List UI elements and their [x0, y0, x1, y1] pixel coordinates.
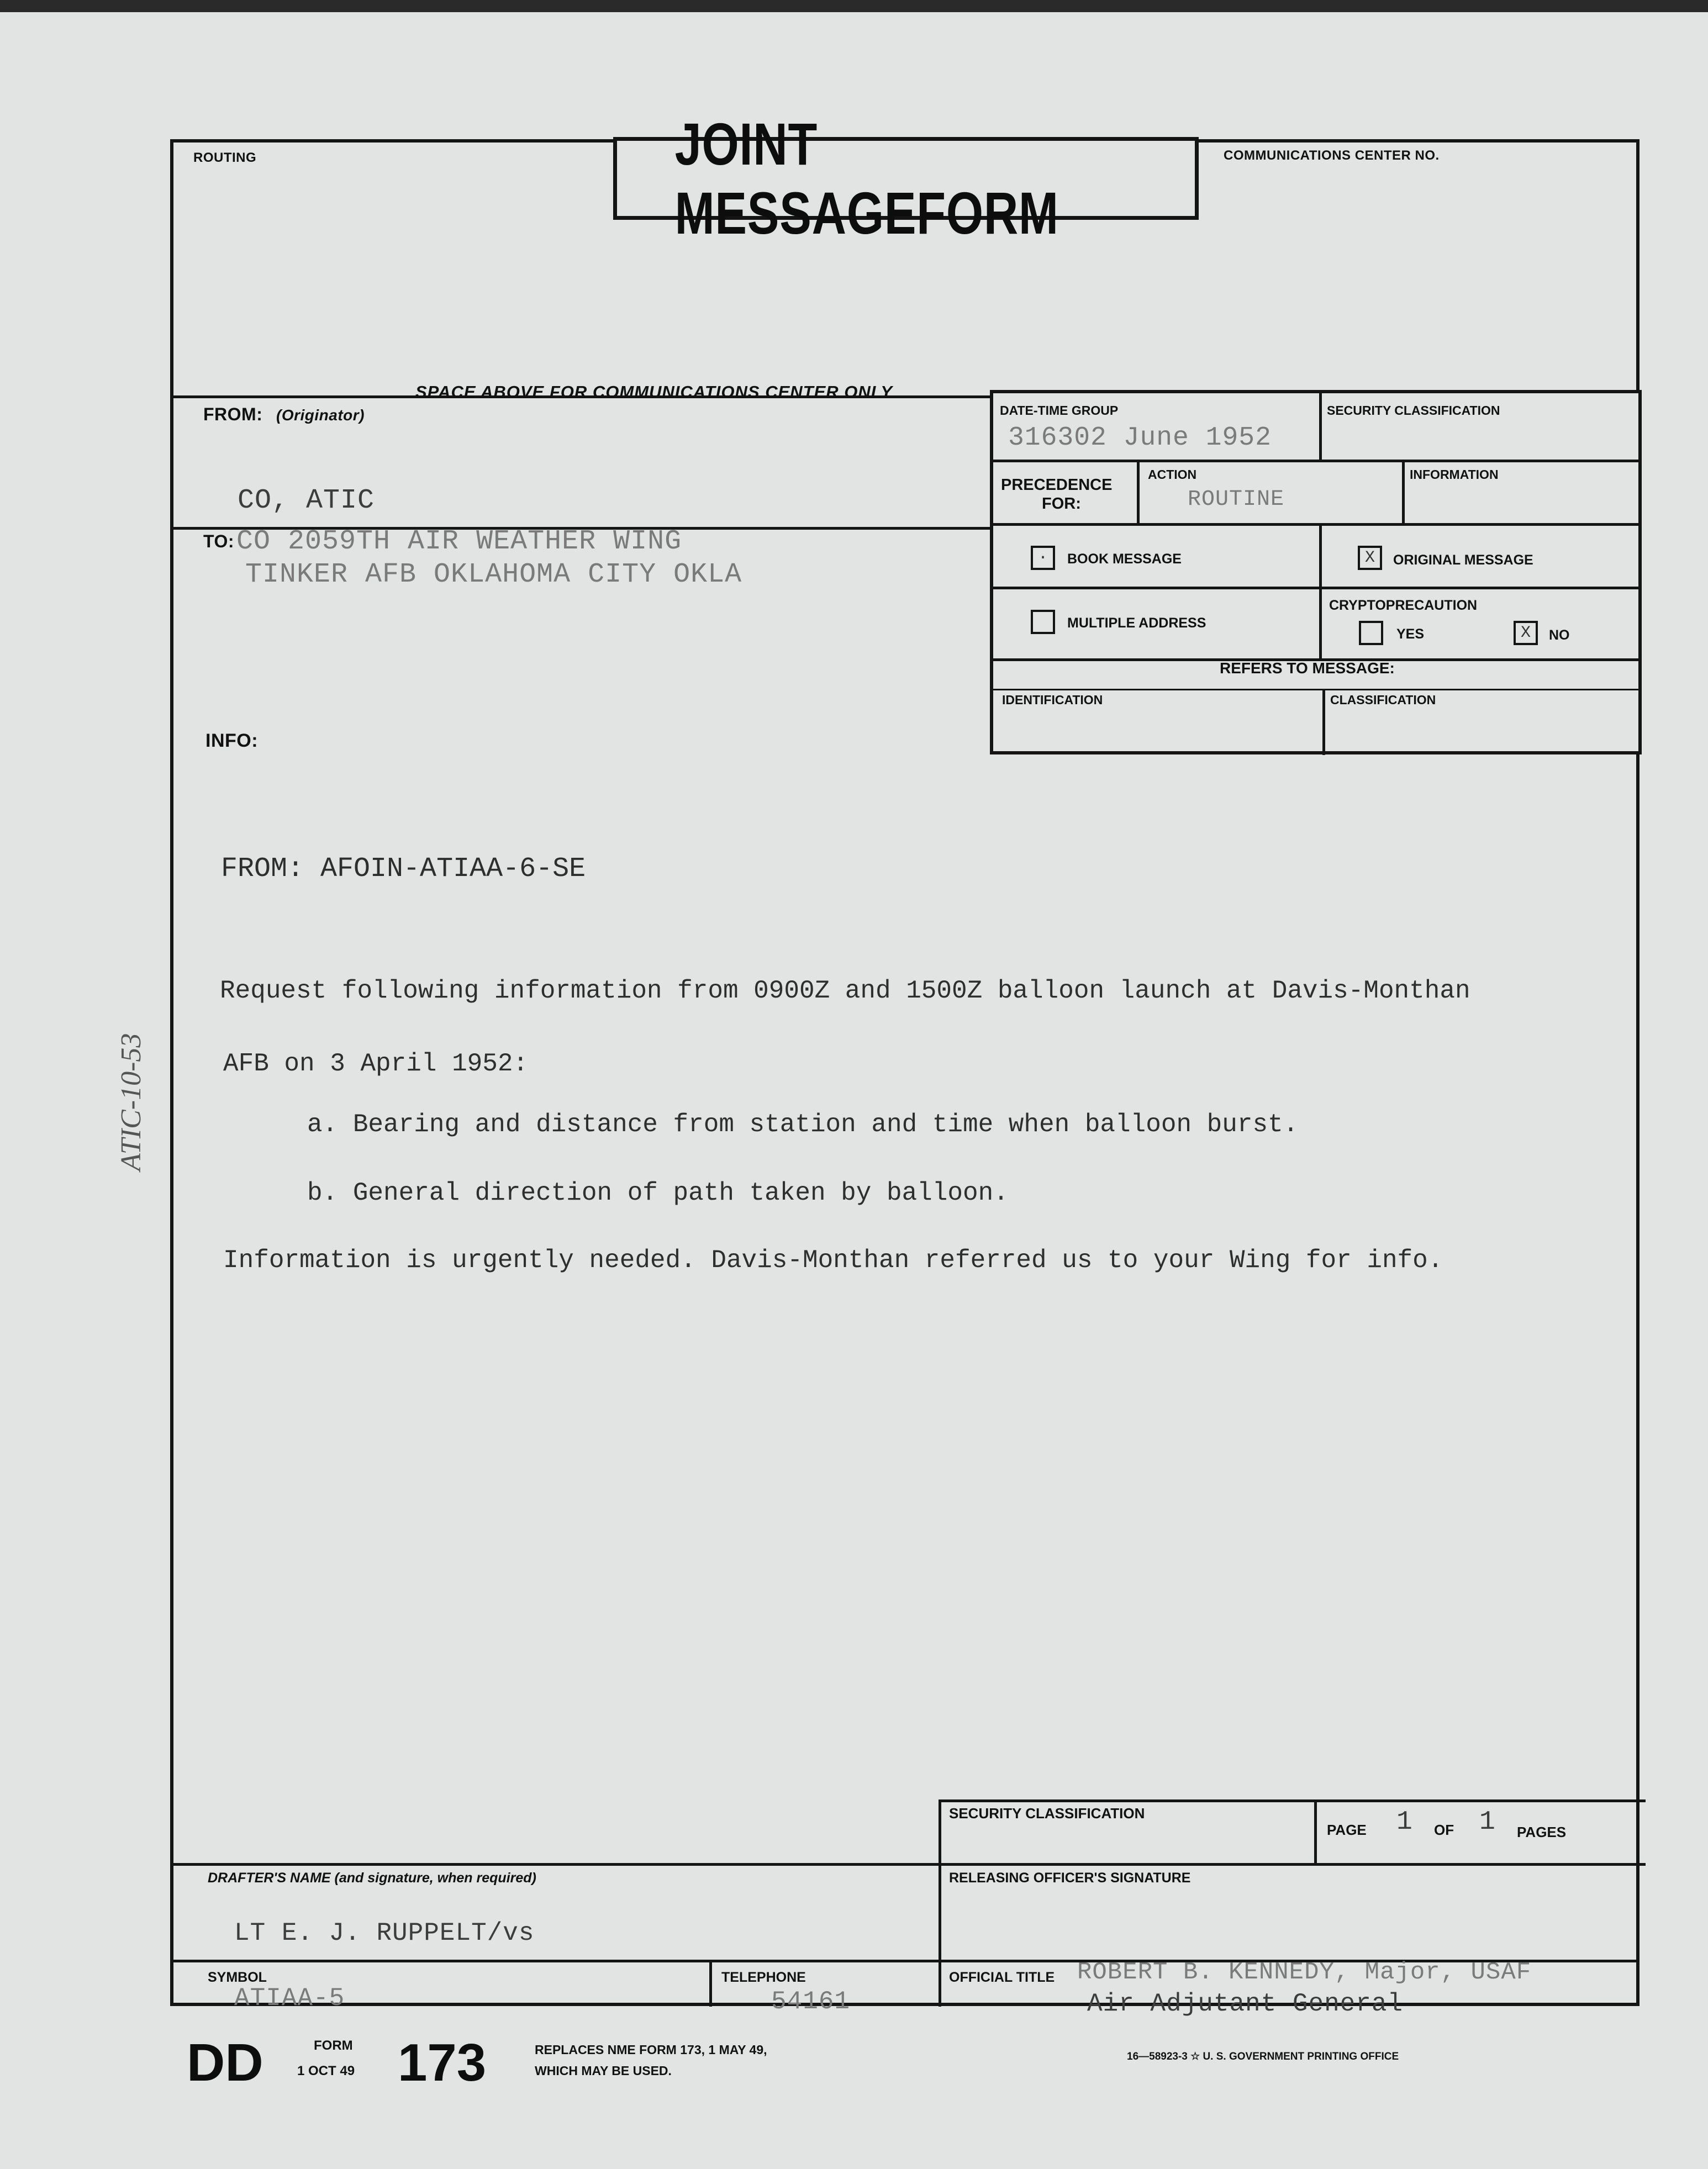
divider-bottom-vertical: [939, 1799, 941, 2007]
panel-vertical-5: [1322, 689, 1325, 755]
scan-top-edge: [0, 0, 1708, 12]
message-item-b: b. General direction of path taken by balloon.: [307, 1179, 1009, 1207]
footer-replaces-line-1: REPLACES NME FORM 173, 1 MAY 49,: [535, 2043, 767, 2057]
multiple-address-label: MULTIPLE ADDRESS: [1067, 615, 1206, 631]
form-title-box: [613, 110, 1199, 246]
footer-gpo: 16—58923-3 ☆ U. S. GOVERNMENT PRINTING OFFICE: [1127, 2051, 1399, 2062]
official-title-line-1: ROBERT B. KENNEDY, Major, USAF: [1077, 1959, 1532, 1986]
dtg-value: 316302 June 1952: [1008, 423, 1272, 453]
routing-label: ROUTING: [193, 150, 257, 165]
message-item-a: a. Bearing and distance from station and time when balloon burst.: [307, 1110, 1299, 1139]
releasing-officer-label: RELEASING OFFICER'S SIGNATURE: [949, 1870, 1191, 1886]
footer-form-date: 1 OCT 49: [297, 2064, 355, 2078]
identification-label: IDENTIFICATION: [1002, 693, 1103, 707]
book-message-checkbox[interactable]: ·: [1031, 546, 1055, 570]
message-line-2: AFB on 3 April 1952:: [223, 1049, 529, 1078]
precedence-for-label: FOR:: [1042, 495, 1081, 513]
information-label: INFORMATION: [1410, 467, 1499, 482]
to-line-1: CO 2059TH AIR WEATHER WING: [236, 526, 682, 557]
from-sub-label: (Originator): [276, 407, 365, 424]
bottom-security-label: SECURITY CLASSIFICATION: [949, 1805, 1145, 1822]
message-line-1: Request following information from 0900Z and 1500Z balloon launch at Davis-Monthan: [220, 977, 1470, 1005]
comm-center-label: COMMUNICATIONS CENTER NO.: [1224, 148, 1440, 163]
pages-label: PAGES: [1517, 1824, 1567, 1840]
margin-handwritten-note: ATIC-10-53: [115, 1033, 147, 1171]
original-message-label: ORIGINAL MESSAGE: [1393, 552, 1533, 568]
panel-vertical-3: [1402, 460, 1405, 523]
page-number: 1: [1396, 1807, 1413, 1837]
classification-label: CLASSIFICATION: [1330, 693, 1436, 707]
cryptoprecaution-label: CRYPTOPRECAUTION: [1329, 598, 1478, 613]
refers-to-message-label: REFERS TO MESSAGE:: [1220, 659, 1395, 677]
footer-form-label: FORM: [314, 2038, 353, 2053]
book-message-label: BOOK MESSAGE: [1067, 551, 1182, 567]
symbol-label: SYMBOL: [208, 1970, 267, 1985]
action-label: ACTION: [1148, 467, 1197, 482]
divider-drafter: [173, 1863, 1646, 1866]
panel-vertical-1: [1319, 393, 1322, 460]
to-line-2: TINKER AFB OKLAHOMA CITY OKLA: [245, 559, 742, 590]
footer-replaces-line-2: WHICH MAY BE USED.: [535, 2064, 672, 2078]
action-value: ROUTINE: [1188, 487, 1285, 512]
panel-divider-1: [993, 460, 1640, 462]
original-message-checkbox[interactable]: X: [1358, 546, 1382, 570]
message-line-3: Information is urgently needed. Davis-Monthan referred us to your Wing for info.: [223, 1246, 1443, 1275]
message-from-line: FROM: AFOIN-ATIAA-6-SE: [221, 853, 586, 885]
panel-divider-3: [993, 587, 1640, 589]
drafter-value: LT E. J. RUPPELT/vs: [234, 1919, 535, 1948]
info-label: INFO:: [205, 730, 259, 751]
from-label: FROM:: [203, 404, 263, 424]
precedence-label: PRECEDENCE: [1001, 476, 1113, 494]
divider-bottom-security: [939, 1799, 1646, 1802]
crypto-yes-checkbox[interactable]: [1359, 621, 1383, 645]
panel-divider-2: [993, 523, 1640, 526]
to-label: TO:: [203, 531, 235, 551]
of-label: OF: [1434, 1822, 1454, 1838]
drafter-label: DRAFTER'S NAME (and signature, when required): [208, 1870, 536, 1886]
form-title: JOINT MESSAGEFORM: [674, 110, 1059, 246]
crypto-yes-label: YES: [1396, 626, 1425, 642]
security-classification-label: SECURITY CLASSIFICATION: [1327, 403, 1500, 418]
crypto-no-label: NO: [1549, 627, 1570, 643]
telephone-value: 54161: [771, 1987, 851, 2016]
divider-page-box: [1314, 1799, 1317, 1863]
telephone-label: TELEPHONE: [721, 1970, 806, 1985]
pages-total: 1: [1479, 1807, 1496, 1837]
panel-divider-5: [993, 689, 1640, 690]
official-title-line-2: Air Adjutant General: [1087, 1989, 1404, 2018]
symbol-value: ATIAA-5: [234, 1984, 345, 2013]
footer-dd: DD: [187, 2033, 263, 2092]
panel-vertical-4: [1319, 523, 1322, 658]
footer-form-number: 173: [398, 2033, 487, 2092]
space-above-label: SPACE ABOVE FOR COMMUNICATIONS CENTER ONLY: [415, 382, 893, 402]
official-title-label: OFFICIAL TITLE: [949, 1970, 1055, 1985]
multiple-address-checkbox[interactable]: [1031, 610, 1055, 634]
from-value: CO, ATIC: [238, 485, 375, 516]
panel-vertical-2: [1137, 460, 1140, 523]
divider-symbol-telephone: [709, 1960, 712, 2007]
dtg-label: DATE-TIME GROUP: [1000, 403, 1119, 418]
crypto-no-checkbox[interactable]: X: [1514, 621, 1538, 645]
page-label: PAGE: [1327, 1822, 1367, 1838]
